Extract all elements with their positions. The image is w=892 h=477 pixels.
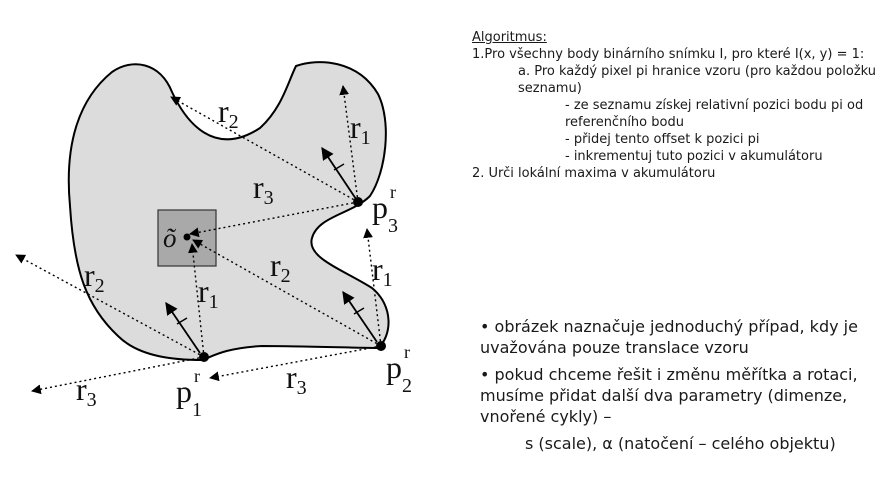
label-r3-bottom: r3	[286, 359, 307, 399]
algorithm-step-1a-iii: - inkrementuj tuto pozici v akumulátoru	[565, 149, 823, 164]
algorithm-step-1: 1.Pro všechny body binárního snímku I, pro které I(x, y) = 1:	[472, 47, 865, 62]
label-p2: p $^r$ 2	[386, 342, 412, 397]
algorithm-title: Algoritmus:	[472, 30, 547, 45]
label-p3: p $^r$ 3	[372, 182, 398, 237]
label-r2-top: r2	[218, 93, 239, 133]
algorithm-step-1a-i: - ze seznamu získej relativní pozici bodu pi od referenčního bodu	[565, 98, 864, 130]
label-r2-middle: r2	[270, 247, 291, 287]
label-r3-bottom-left: r3	[76, 371, 97, 411]
label-r3-middle: r3	[253, 169, 274, 209]
notes-block	[480, 316, 880, 454]
algorithm-block	[472, 29, 887, 182]
label-r1-left: r1	[198, 273, 219, 313]
label-p1: p $^r$ 1	[176, 366, 202, 421]
algorithm-step-1a: a. Pro každý pixel pi hranice vzoru (pro každou položku seznamu)	[518, 64, 877, 96]
note-scale-rotation: • pokud chceme řešit i změnu měřítka a rotaci, musíme přidat další dva parametry (dimenze, vnořené cykly) –	[480, 365, 858, 426]
label-r1-top: r1	[350, 109, 371, 149]
algorithm-step-2: 2. Urči lokální maxima v akumulátoru	[472, 166, 716, 181]
reference-point	[184, 234, 191, 241]
note-translation: • obrázek naznačuje jednoduchý případ, kdy je uvažována pouze translace vzoru	[480, 317, 858, 357]
reference-label: õ	[163, 223, 177, 253]
note-formula: s (scale), α (natočení – celého objektu)	[525, 434, 836, 453]
algorithm-step-1a-ii: - přidej tento offset k pozici pi	[565, 132, 760, 147]
label-r1-right: r1	[372, 251, 393, 291]
label-r2-left: r2	[84, 257, 105, 297]
